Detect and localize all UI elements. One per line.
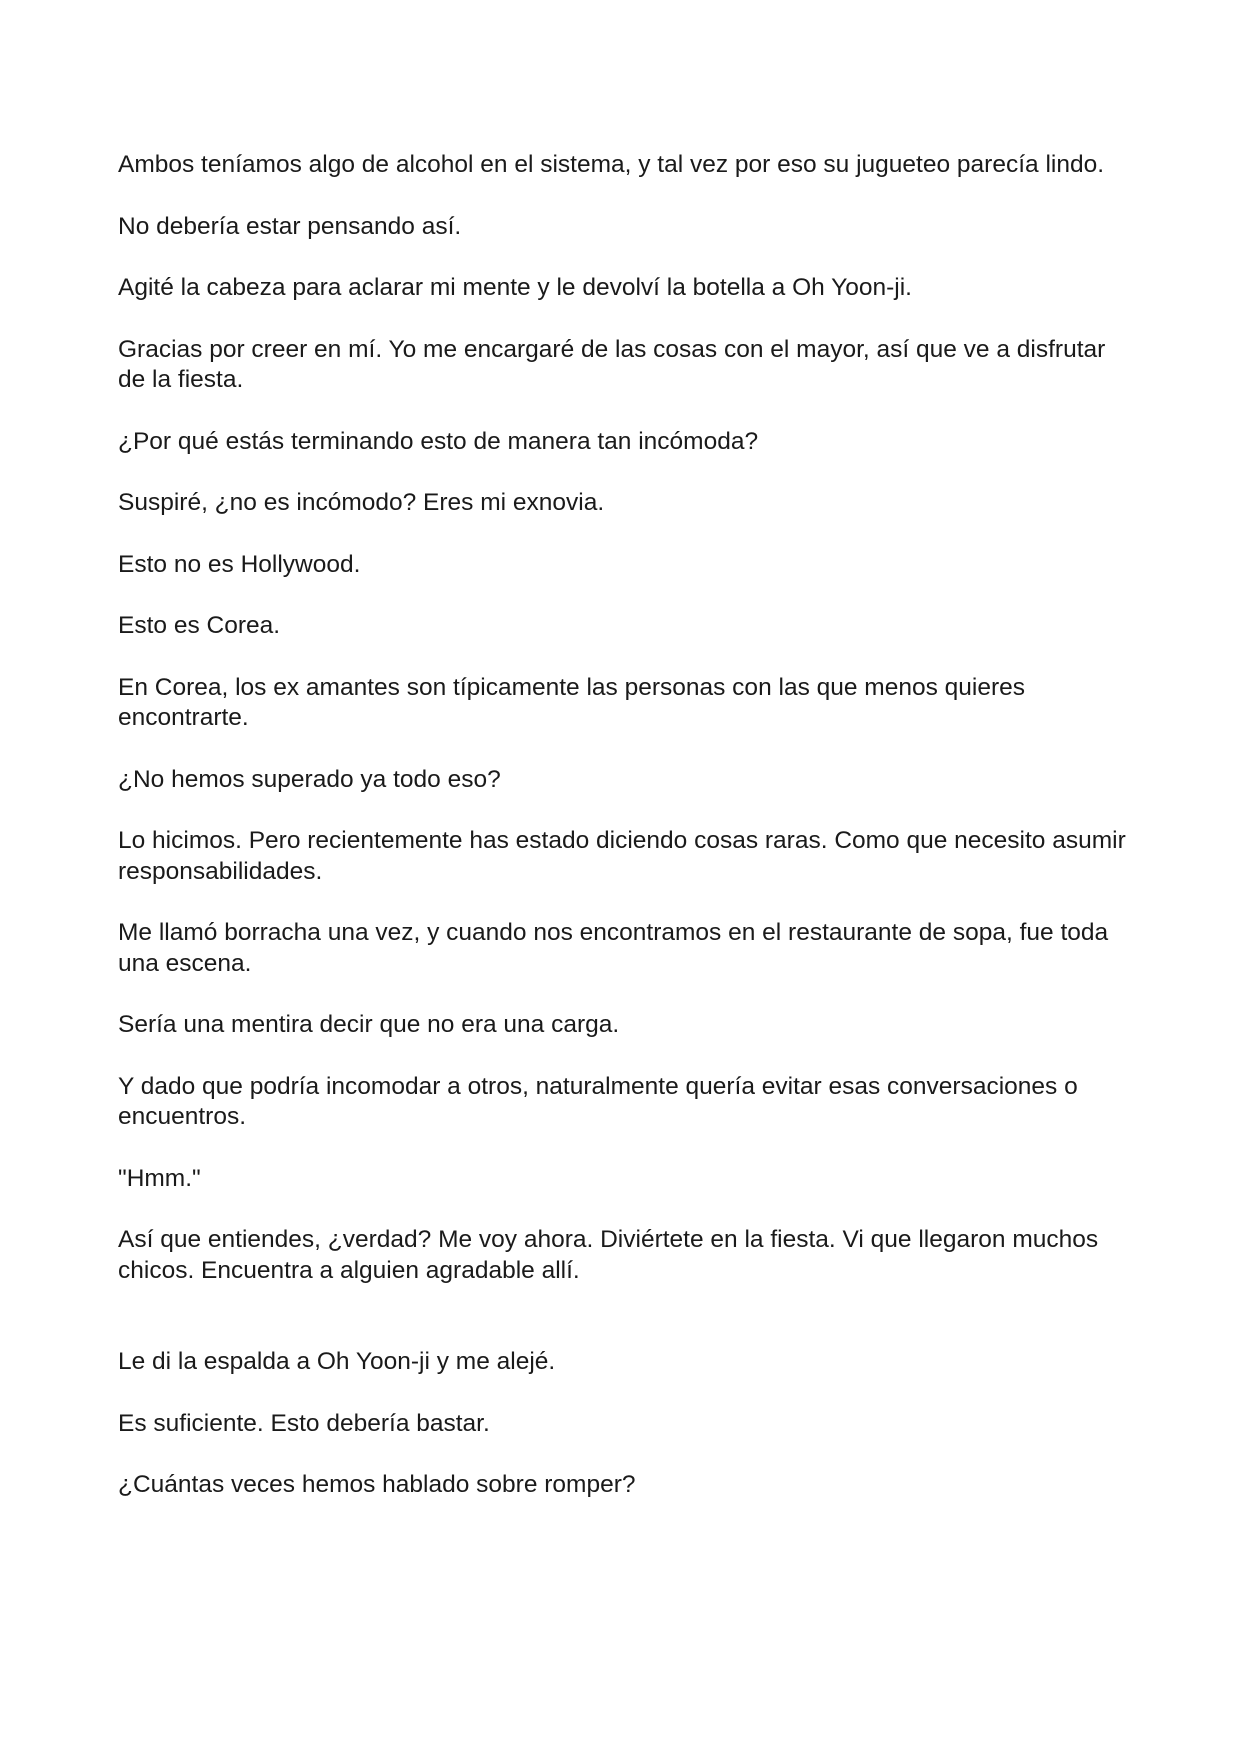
paragraph-5: ¿Por qué estás terminando esto de manera tan incómoda? — [118, 427, 759, 455]
paragraph-16: Así que entiendes, ¿verdad? Me voy ahora. Diviértete en la fiesta. Vi que llegaron muchos chicos. Encuentra a alguien agradable allí. — [118, 1226, 1099, 1284]
paragraph-14: Y dado que podría incomodar a otros, naturalmente quería evitar esas conversaciones o encuentros. — [118, 1072, 1078, 1130]
paragraph-6: Suspiré, ¿no es incómodo? Eres mi exnovia. — [118, 489, 605, 516]
paragraph-9: En Corea, los ex amantes son típicamente las personas con las que menos quieres encontrarte. — [118, 673, 1026, 731]
paragraph-3: Agité la cabeza para aclarar mi mente y le devolví la botella a Oh Yoon-ji. — [118, 274, 912, 301]
paragraph-4: Gracias por creer en mí. Yo me encargaré de las cosas con el mayor, así que ve a disfrutar de la fiesta. — [118, 335, 1106, 393]
paragraph-11: Lo hicimos. Pero recientemente has estado diciendo cosas raras. Como que necesito asumir responsabilidades. — [118, 827, 1126, 885]
paragraph-15: "Hmm." — [118, 1164, 201, 1192]
paragraph-13: Sería una mentira decir que no era una carga. — [118, 1011, 620, 1038]
paragraph-7: Esto no es Hollywood. — [118, 550, 361, 578]
paragraph-19: ¿Cuántas veces hemos hablado sobre romper? — [118, 1471, 636, 1498]
paragraph-18: Es suficiente. Esto debería bastar. — [118, 1409, 490, 1437]
paragraph-17: Le di la espalda a Oh Yoon-ji y me alejé. — [118, 1348, 556, 1375]
paragraph-10: ¿No hemos superado ya todo eso? — [118, 765, 501, 793]
document-body — [118, 150, 1138, 1532]
paragraph-12: Me llamó borracha una vez, y cuando nos encontramos en el restaurante de sopa, fue toda una escena. — [118, 919, 1109, 977]
paragraph-2: No debería estar pensando así. — [118, 212, 462, 240]
paragraph-8: Esto es Corea. — [118, 612, 281, 639]
paragraph-1: Ambos teníamos algo de alcohol en el sistema, y tal vez por eso su jugueteo parecía lindo. — [118, 151, 1105, 178]
